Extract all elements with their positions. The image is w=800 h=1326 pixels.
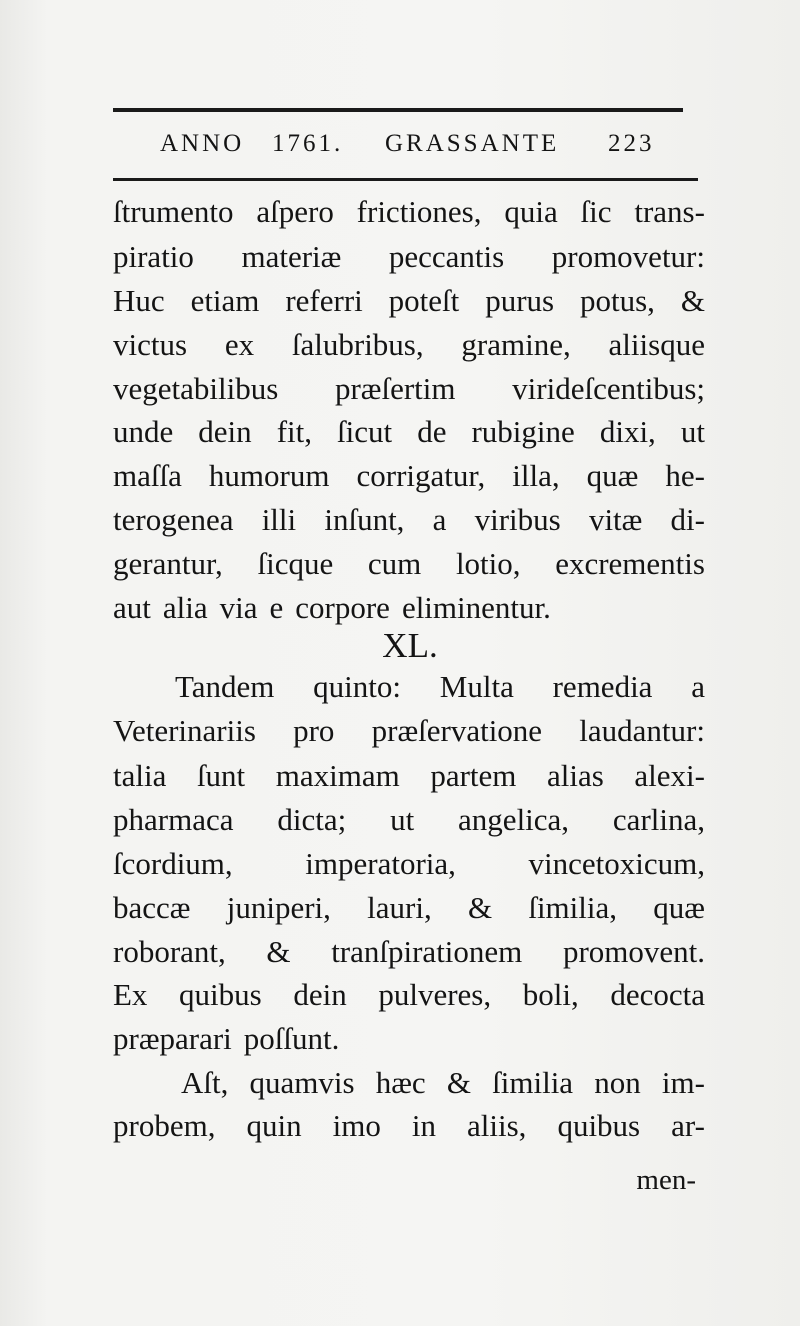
word: corpore [295, 590, 390, 625]
word: quæ [586, 458, 639, 493]
word: cum [367, 546, 422, 581]
word: via [219, 590, 258, 625]
text-line [181, 1063, 705, 1103]
word: referri [285, 283, 363, 318]
header-year: 1761. [272, 130, 344, 157]
word: purus [485, 283, 555, 318]
word: alexi- [634, 758, 705, 793]
text-line [113, 932, 705, 972]
word: boli, [522, 977, 579, 1012]
word: tranſpirationem [331, 934, 523, 969]
text-line [113, 844, 705, 884]
word: decocta [610, 977, 705, 1012]
word: dicta; [277, 802, 347, 837]
text-line [113, 588, 705, 628]
text-line [113, 888, 705, 928]
running-header [160, 130, 680, 166]
text-line [113, 325, 705, 365]
word: a [691, 669, 705, 704]
text-line [113, 975, 705, 1015]
text-line [113, 456, 705, 496]
word: he- [665, 458, 705, 493]
word: aſpero [256, 194, 334, 229]
word: ut [390, 802, 415, 837]
word: & [467, 890, 493, 925]
word: dein [198, 414, 252, 449]
word: fit, [276, 414, 313, 449]
word: ſtrumento [113, 194, 234, 229]
word: ſcordium, [113, 846, 233, 881]
word: e [269, 590, 284, 625]
word: ex [224, 327, 255, 362]
word: in [411, 1108, 436, 1143]
word: humorum [208, 458, 330, 493]
word: excrementis [555, 546, 705, 581]
header-top-rule [113, 108, 683, 112]
word: viribus [474, 502, 561, 537]
word: gerantur, [113, 546, 223, 581]
word: rubigine [471, 414, 575, 449]
word: poſſunt. [243, 1021, 340, 1056]
text-line [113, 412, 705, 452]
word: quibus [179, 977, 262, 1012]
word: unde [113, 414, 174, 449]
word: partem [430, 758, 517, 793]
word: vitæ [588, 502, 643, 537]
text-line [113, 369, 705, 409]
word: quamvis [249, 1065, 355, 1100]
word: aliisque [608, 327, 705, 362]
word: ſicque [257, 546, 334, 581]
word: ar- [671, 1108, 705, 1143]
catchword: men- [636, 1164, 696, 1196]
word: ſimilia, [528, 890, 618, 925]
word: carlina, [612, 802, 705, 837]
word: præparari [113, 1021, 232, 1056]
word: maximam [275, 758, 400, 793]
word: etiam [190, 283, 260, 318]
word: quin [246, 1108, 302, 1143]
text-line [113, 500, 705, 540]
word: talia [113, 758, 167, 793]
word: frictiones, [356, 194, 482, 229]
word: ſimilia [492, 1065, 574, 1100]
word: ſalubribus, [291, 327, 424, 362]
word: roborant, [113, 934, 226, 969]
word: aliis, [467, 1108, 527, 1143]
word: inſunt, [324, 502, 405, 537]
word: aut [113, 590, 151, 625]
text-line [113, 1106, 705, 1146]
text-line [113, 1019, 705, 1059]
text-line [113, 544, 705, 584]
header-bottom-rule [113, 178, 698, 181]
word: potus, [579, 283, 655, 318]
word: baccæ [113, 890, 191, 925]
word: alia [162, 590, 208, 625]
text-line [113, 237, 705, 277]
word: a [432, 502, 447, 537]
word: dixi, [599, 414, 656, 449]
text-line [175, 667, 705, 707]
word: alias [546, 758, 604, 793]
word: hæc [375, 1065, 426, 1100]
word: victus [113, 327, 188, 362]
word: Huc [113, 283, 165, 318]
text-line [113, 756, 705, 796]
word: materiæ [241, 239, 342, 274]
word: poteſt [388, 283, 460, 318]
word: præſertim [334, 371, 456, 406]
word: terogenea [113, 502, 234, 537]
word: juniperi, [226, 890, 331, 925]
word: Aſt, [181, 1065, 229, 1100]
text-line [113, 800, 705, 840]
word: Ex [113, 977, 148, 1012]
word: pro [293, 713, 335, 748]
word: lauri, [367, 890, 432, 925]
text-line [113, 281, 705, 321]
word: corrigatur, [356, 458, 486, 493]
word: eliminentur. [401, 590, 551, 625]
word: quinto: [313, 669, 402, 704]
word: & [266, 934, 291, 969]
word: virideſcentibus; [512, 371, 705, 406]
word: ſic [580, 194, 612, 229]
text-line [113, 192, 705, 232]
word: non [594, 1065, 641, 1100]
word: lotio, [455, 546, 521, 581]
header-anno: ANNO [160, 130, 245, 157]
word: maſſa [113, 458, 182, 493]
word: angelica, [458, 802, 570, 837]
word: gramine, [461, 327, 571, 362]
word: imperatoria, [305, 846, 456, 881]
word: illi [261, 502, 297, 537]
word: ſunt [196, 758, 246, 793]
word: remedia [552, 669, 653, 704]
word: pulveres, [378, 977, 492, 1012]
word: peccantis [388, 239, 505, 274]
word: Multa [439, 669, 514, 704]
word: ſicut [337, 414, 393, 449]
word: promovent. [562, 934, 705, 969]
word: quæ [653, 890, 705, 925]
word: vegetabilibus [113, 371, 279, 406]
word: vincetoxicum, [528, 846, 705, 881]
text-line [113, 711, 705, 751]
word: di- [670, 502, 705, 537]
word: Veterinariis [113, 713, 256, 748]
word: quibus [557, 1108, 641, 1143]
word: ut [680, 414, 705, 449]
word: quia [504, 194, 558, 229]
word: illa, [512, 458, 560, 493]
word: & [680, 283, 705, 318]
word: dein [293, 977, 347, 1012]
word: probem, [113, 1108, 216, 1143]
word: de [417, 414, 447, 449]
word: imo [332, 1108, 381, 1143]
section-heading: XL. [382, 626, 438, 665]
word: Tandem [175, 669, 275, 704]
word: & [446, 1065, 471, 1100]
word: piratio [113, 239, 194, 274]
word: præſervatione [371, 713, 543, 748]
word: laudantur: [579, 713, 705, 748]
word: im- [661, 1065, 705, 1100]
word: trans- [634, 194, 705, 229]
header-title-word: GRASSANTE [385, 130, 560, 157]
word: pharmaca [113, 802, 234, 837]
page-number: 223 [608, 130, 655, 157]
word: promovetur: [551, 239, 705, 274]
